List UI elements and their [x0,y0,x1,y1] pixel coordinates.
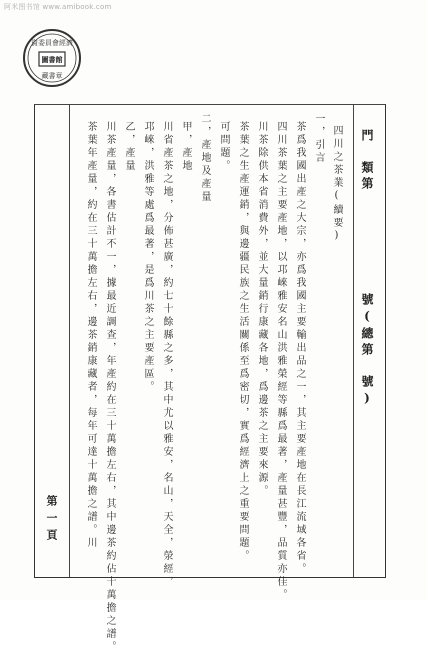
text-column: 茶葉年產量，約在三十萬擔左右，邊茶銷康藏者，每年可達十萬擔之譜。川 [85,121,96,550]
svg-text:資委員會經濟: 資委員會經濟 [31,39,73,47]
text-column: 一，引言 [313,113,324,165]
text-column: 可問題。 [218,121,229,173]
text-column: 川茶產量，各書估計不一，據最近調查，年產約在三十萬擔左右，其中邊茶約佔十萬擔之譜。 [104,121,115,654]
text-column: 邛崍，洪雅等處爲最著，是爲川茶之主要產區。 [142,121,153,394]
section-heading: 二，產地及產量 [199,113,210,204]
text-column: 茶爲我國出產之大宗，亦爲我國主要輸出品之一，其主要產地在長江流域各省。 [294,121,305,576]
category-label: 門 類第 [360,129,374,193]
text-column: 川省產茶之地，分佈甚廣，約七十餘縣之多，其中尤以雅安，名山，天全，滎經， [161,121,172,589]
svg-text:圖書館: 圖書館 [41,55,63,64]
page-number: 第一頁 [45,495,58,546]
page-frame [34,104,386,654]
footer-divider [69,105,70,577]
library-seal-stamp [22,28,82,88]
svg-text:藏書章: 藏書章 [41,72,63,80]
watermark-text: 阿米图书馆 www.amibook.com [4,3,112,11]
article-title: 四川之茶業(續要) [331,125,342,244]
text-column: 茶葉之生產運銷，與邊疆民族之生活關係至爲密切，實爲經濟上之重要問題。 [237,121,248,563]
subsection-heading: 甲，產地 [180,121,191,173]
text-column: 川茶除供本省消費外，並大量銷行康藏各地，爲邊茶之主要來源。 [256,121,267,498]
text-column: 四川茶葉之主要產地，以邛崍雅安名山洪雅榮經等縣爲最著，產量甚豐，品質亦佳。 [275,121,286,602]
header-divider [353,105,354,577]
volume-label: 號(總第 號) [360,293,374,409]
subsection-heading: 乙，產量 [123,121,134,173]
